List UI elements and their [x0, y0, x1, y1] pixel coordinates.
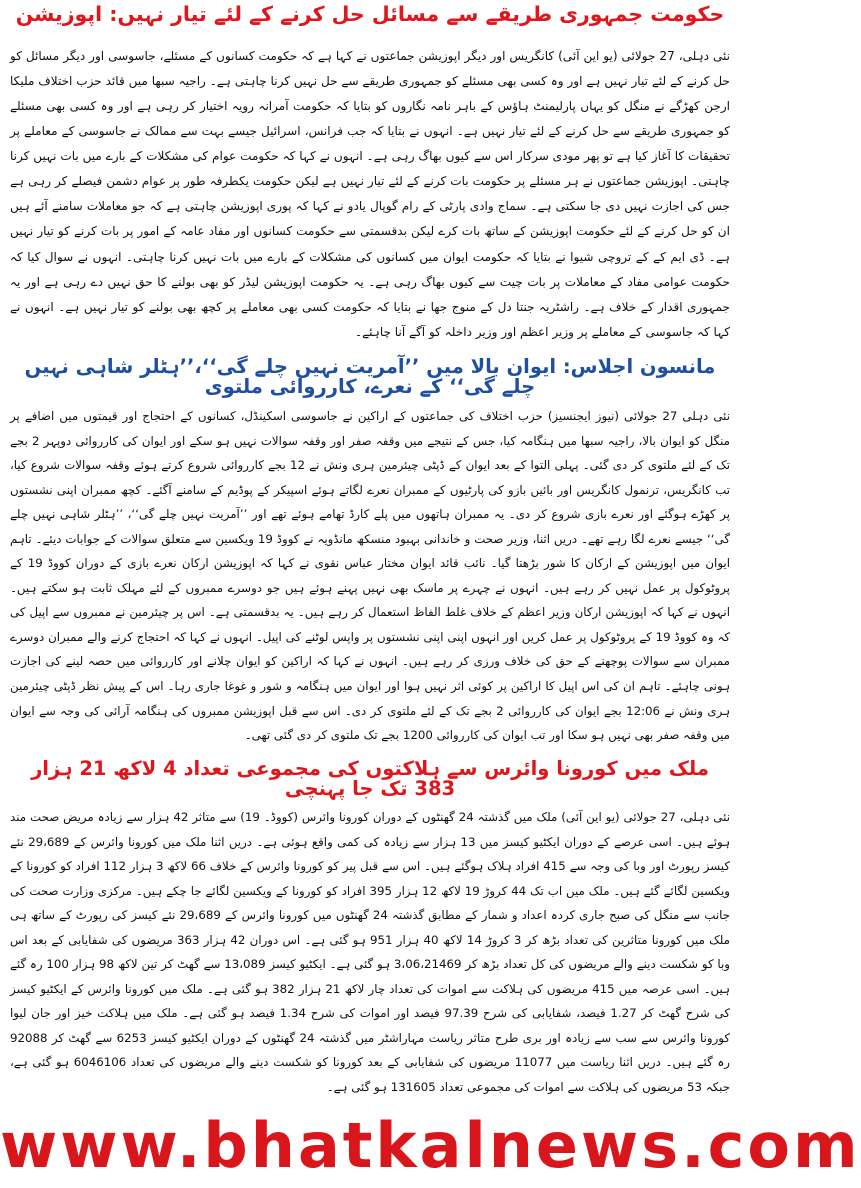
story-opposition [0, 44, 740, 345]
story-monsoon-session [0, 404, 740, 748]
story-opposition-text: نئی دہلی، 27 جولائی (یو این آئی) کانگریس اور دیگر اپوزیشن جماعتوں نے کہا ہے کہ حکومت کسانوں کے مسئلے، جاسوسی اور دیگر مسائل کو حل کرنے کے لئے تیار نہیں ہے اور وہ کسی بھی مسئلے کو جمہوری طریقے سے حل نہیں کرنا چاہتی ہے۔ راجیہ سبھا میں قائد حزب اختلاف ملیکا ارجن کھڑگے نے منگل کو یہاں پارلیمنٹ ہاؤس کے باہر نامہ نگاروں کو بتایا کہ حکومت آمرانہ رویہ اختیار کر رہی ہے اور وہ کسی بھی مسئلے کو جمہوری طریقے سے حل کرنے کے لئے تیار نہیں ہے۔ انہوں نے بتایا کہ جب فرانس، اسرائیل جیسے بہت سے ممالک نے جاسوسی کے معاملے پر تحقیقات کا آغاز کیا ہے تو پھر مودی سرکار اس سے کیوں بھاگ رہی ہے۔ انہوں نے کہا کہ حکومت عوام کی مشکلات کے بارے میں بات نہیں کرنا چاہتی۔ اپوزیشن جماعتوں نے ہر مسئلے پر حکومت بات کرنے کے لئے تیار نہیں ہے لیکن حکومت یکطرفہ طور پر عوام دشمن فیصلے کر رہی ہے جس کی اجازت نہیں دی جا سکتی ہے۔ سماج وادی پارٹی کے رام گوپال یادو نے کہا کہ پوری اپوزیشن چاہتی ہے کہ جو معاملات سامنے آئے ہیں ان کو حل کرنے کے لئے حکومت اپوزیشن کے ساتھ بات کرے لیکن بدقسمتی سے حکومت کسانوں اور مفاد عامہ کے امور پر بات کرنے کو تیار نہیں ہے۔ ڈی ایم کے کے تروچی شیوا نے بتایا کہ حکومت ایوان میں کسانوں کی مشکلات کے بارے میں بات نہیں کرنا چاہتی۔ انہوں نے سوال کیا کہ حکومت عوامی مفاد کے معاملات پر بات چیت سے کیوں بھاگ رہی ہے۔ یہ حکومت اپوزیشن لیڈر کو بھی بولنے کا حق نہیں دے رہی ہے اور یہ جمہوری اقدار کے خلاف ہے۔ راشٹریہ جنتا دل کے منوج جھا نے بتایا کہ حکومت کسی بھی معاملے پر کچھ بھی بولنے کو تیار نہیں ہے۔ انہوں نے کہا کہ جاسوسی کے معاملے پر وزیر اعظم اور وزیر داخلہ کو آگے آنا چاہئے۔ [10, 49, 731, 339]
story-corona-deaths [0, 805, 740, 1100]
story-corona-deaths-text: نئی دہلی، 27 جولائی (یو این آئی) ملک میں گذشتہ 24 گھنٹوں کے دوران کورونا وائرس (کووڈ۔ 19) سے متاثر 42 ہزار سے زیادہ مریض صحت مند ہوئے ہیں۔ اسی عرصے کے دوران ایکٹیو کیسز میں 13 ہزار سے زیادہ کی کمی واقع ہوئی ہے۔ دریں اثنا ملک میں کورونا وائرس کے 29،689 نئے کیسز رپورٹ اور وبا کی وجہ سے 415 افراد ہلاک ہوگئے ہیں۔ اس سے قبل پیر کو کورونا وائرس کے خلاف 66 لاکھ 3 ہزار 112 افراد کو کورونا کے ویکسین لگائے گئے ہیں۔ ملک میں اب تک 44 کروڑ 19 لاکھ 12 ہزار 395 افراد کو کورونا کے ویکسین لگائے جا چکے ہیں۔ مرکزی وزارت صحت کی جانب سے منگل کی صبح جاری کردہ اعداد و شمار کے مطابق گذشتہ 24 گھنٹوں میں کورونا وائرس کے 29،689 نئے کیسز کی رپورٹ کے ساتھ ہی ملک میں کورونا متاثرین کی تعداد بڑھ کر 3 کروڑ 14 لاکھ 40 ہزار 951 ہو گئی ہے۔ اس دوران 42 ہزار 363 مریضوں کی شفایابی کے بعد اس وبا کو شکست دینے والے مریضوں کی کل تعداد بڑھ کر 3،06،21469 ہو گئی ہے۔ ایکٹیو کیسز 13،089 سے گھٹ کر تین لاکھ 98 ہزار 100 رہ گئے ہیں۔ اسی عرصہ میں 415 مریضوں کی ہلاکت سے اموات کی تعداد چار لاکھ 21 ہزار 382 ہو گئی ہے۔ ملک میں کورونا وائرس کے ایکٹیو کیسز کی شرح گھٹ کر 1.27 فیصد، شفایابی کی شرح 97.39 فیصد اور اموات کی شرح 1.34 فیصد ہو گئی ہے۔ ملک میں ہلاکت خیز اور جان لیوا کورونا وائرس سے سب سے زیادہ اور بری طرح متاثر ریاست مہاراشٹر میں گذشتہ 24 گھنٹوں کے دوران ایکٹیو کیسز 6253 سے گھٹ کر 92088 رہ گئے ہیں۔ دریں اثنا ریاست میں 11077 مریضوں کی شفایابی کے بعد کورونا کو شکست دینے والے مریضوں کی تعداد 6046106 ہو گئی ہے، جبکہ 53 مریضوں کی ہلاکت سے اموات کی مجموعی تعداد 131605 ہو گئی ہے۔ [10, 810, 731, 1095]
story-monsoon-session-text: نئی دہلی 27 جولائی (نیوز ایجنسیز) حزب اختلاف کی جماعتوں کے اراکین نے جاسوسی اسکینڈل، کسانوں کے احتجاج اور قیمتوں میں اضافے پر منگل کو ایوان بالا، راجیہ سبھا میں ہنگامہ کیا، جس کے نتیجے میں وقفہ صفر اور وقفہ سوالات نہیں ہو سکے اور ایوان کی کارروائی دوپہر 2 بجے تک کے لئے ملتوی کر دی گئی۔ پہلی التوا کے بعد ایوان کے ڈپٹی چیئرمین ہری ونش نے 12 بجے کارروائی شروع کرتے ہوئے وقفہ سوالات شروع کیا، تب کانگریس، ترنمول کانگریس اور بائیں بازو کی پارٹیوں کے ممبران نعرے لگاتے ہوئے اسپیکر کے پوڈیم کے سامنے آگئے۔ کچھ ممبران اپنی نشستوں پر کھڑے ہوگئے اور نعرے بازی شروع کر دی۔ یہ ممبران ہاتھوں میں پلے کارڈ تھامے ہوئے تھے اور ’’آمریت نہیں چلے گی‘‘، ’’ہٹلر شاہی نہیں چلے گی‘‘ جیسے نعرے لگا رہے تھے۔ دریں اثنا، وزیر صحت و خاندانی بہبود منسکھ مانڈویہ نے کووڈ 19 ویکسین سے متعلق سوالات کے جوابات دیئے۔ تاہم ایوان میں اپوزیشن کے ارکان کا شور بڑھتا گیا۔ نائب قائد ایوان مختار عباس نقوی نے کہا کہ اپوزیشن ارکان نعرے بازی کے دوران کووڈ 19 کے پروٹوکول پر عمل نہیں کر رہے ہیں۔ انہوں نے چہرے پر ماسک بھی نہیں پہنے ہوئے ہیں جو دوسرے ممبروں کے لئے مہلک ثابت ہو سکتے ہیں۔ انہوں نے کہا کہ اپوزیشن ارکان وزیر اعظم کے خلاف غلط الفاظ استعمال کر رہے ہیں۔ یہ بدقسمتی ہے۔ اس پر چیئرمین نے ممبروں سے اپیل کی کہ وہ کووڈ 19 کے پروٹوکول پر عمل کریں اور انہوں اپنی اپنی نشستوں پر واپس لوٹنے کی اپیل۔ انہوں نے کہا کہ احتجاج کرنے والے ممبران دوسرے ممبران سے سوالات پوچھنے کے حق کی خلاف ورزی کر رہے ہیں۔ انہوں نے کہا کہ اراکین کو ایوان چلانے اور کارروائی میں حصہ لینے کی اجازت ہونی چاہئے۔ تاہم ان کی اس اپیل کا اراکین پر کوئی اثر نہیں ہوا اور ایوان میں ہنگامہ و شور و غوغا جاری رہا۔ اس کے پیش نظر ڈپٹی چیئرمین ہری ونش نے 12:06 بجے ایوان کی کارروائی 2 بجے تک کے لئے ملتوی کر دی۔ اس سے قبل اپوزیشن ممبروں کی ہنگامہ آرائی کی وجہ سے ایوان میں وقفہ صفر بھی نہیں ہو سکا اور تب ایوان کی کارروائی 1200 بجے تک ملتوی کر دی گئی تھی۔ [10, 409, 731, 743]
headline-opposition: حکومت جمہوری طریقے سے مسائل حل کرنے کے لئے تیار نہیں: اپوزیشن [15, 2, 725, 26]
site-watermark-url: www.bhatkalnews.com [0, 1109, 861, 1182]
headline-corona-deaths: ملک میں کورونا وائرس سے ہلاکتوں کی مجموعی تعداد 4 لاکھ 21 ہزار 383 تک جا پہنچی [31, 757, 709, 801]
headline-monsoon-session: مانسون اجلاس: ایوان بالا میں ’’آمریت نہیں چلے گی‘‘،’’ہٹلر شاہی نہیں چلے گی‘‘ کے نعرے، کارروائی ملتوی [24, 355, 716, 399]
